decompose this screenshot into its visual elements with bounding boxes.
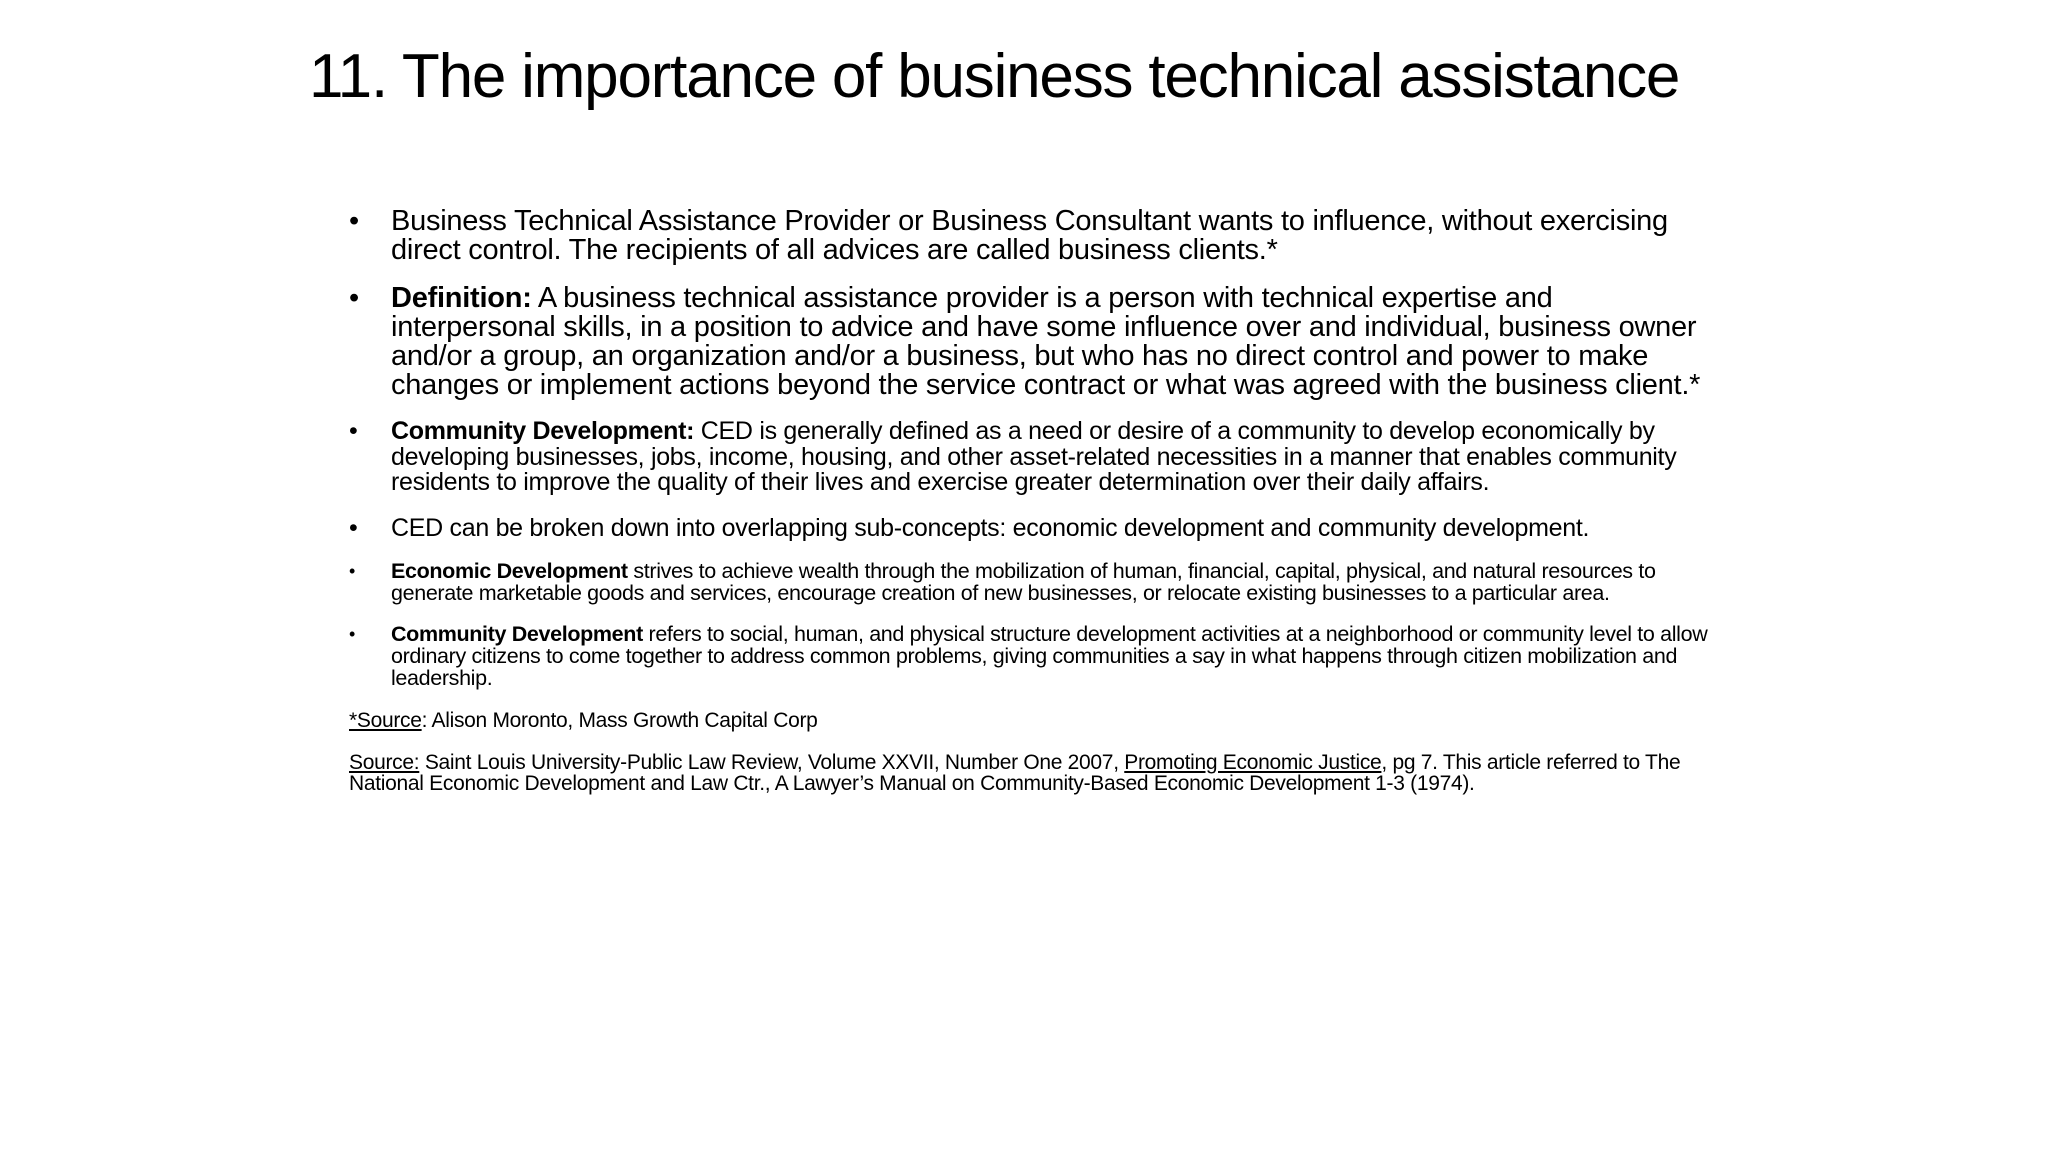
source-label: *Source [349, 708, 422, 732]
source-text: Saint Louis University-Public Law Review, Volume XXVII, Number One 2007, [419, 750, 1125, 774]
bullet-economic-development [349, 561, 1719, 604]
source-note-moronto [349, 710, 1719, 731]
bullet-text: CED is generally defined as a need or desire of a community to develop economically by developing businesses, jobs, income, housing, and other asset-related necessities in a manner that enables community residents to improve the quality of their lives and exercise greater determination over their daily affairs. [391, 417, 1677, 496]
bullet-dot: • [349, 417, 358, 445]
bullet-lead: Economic Development [391, 559, 628, 583]
bullet-lead: Definition: [391, 282, 532, 314]
bullet-text: A business technical assistance provider is a person with technical expertise and interpersonal skills, in a position to advice and have some influence over and individual, business owner and/or a group, an organization and/or a business, but who has no direct control and power to make changes or implement actions beyond the service contract or what was agreed with the business client.* [391, 282, 1701, 401]
bullet-lead: Community Development: [391, 417, 695, 445]
bullet-dot: • [349, 513, 358, 542]
bullet-dot: • [349, 205, 359, 237]
bullet-text: strives to achieve wealth through the mobilization of human, financial, capital, physical, and natural resources to generate marketable goods and services, encourage creation of new businesses, or relocate existing businesses to a particular area. [391, 559, 1656, 605]
slide-title: 11. The importance of business technical assistance [309, 42, 1680, 111]
source-note-law-review [349, 752, 1719, 794]
bullet-text: refers to social, human, and physical structure development activities at a neighborhood or community level to allow ordinary citizens to come together to address common problems, giving communities a say in what happens through citizen mobilization and leadership. [391, 622, 1708, 690]
bullet-definition [349, 284, 1719, 400]
source-text: : Alison Moronto, Mass Growth Capital Corp [421, 708, 818, 732]
bullet-text: CED can be broken down into overlapping sub-concepts: economic development and community development. [391, 513, 1590, 542]
bullet-lead: Community Development [391, 622, 643, 647]
bullet-dot: • [349, 561, 355, 581]
article-title: Promoting Economic Justice [1124, 750, 1382, 774]
bullet-community-development-ced [349, 419, 1719, 496]
bullet-provider-intro [349, 207, 1719, 265]
bullet-text: Business Technical Assistance Provider or Business Consultant wants to influence, without exercising direct control. The recipients of all advices are called business clients.* [391, 205, 1668, 266]
slide-body [349, 207, 1719, 815]
bullet-dot: • [349, 282, 359, 314]
bullet-dot: • [349, 624, 355, 645]
source-label: Source: [349, 750, 420, 774]
source-text: , pg 7. This article referred to The National Economic Development and Law Ctr., A Lawyer’s Manual on Community-Based Economic Development 1-3 (1974). [349, 750, 1681, 795]
bullet-community-development [349, 624, 1719, 689]
bullet-list [349, 207, 1719, 690]
bullet-ced-subconcepts [349, 513, 1719, 542]
